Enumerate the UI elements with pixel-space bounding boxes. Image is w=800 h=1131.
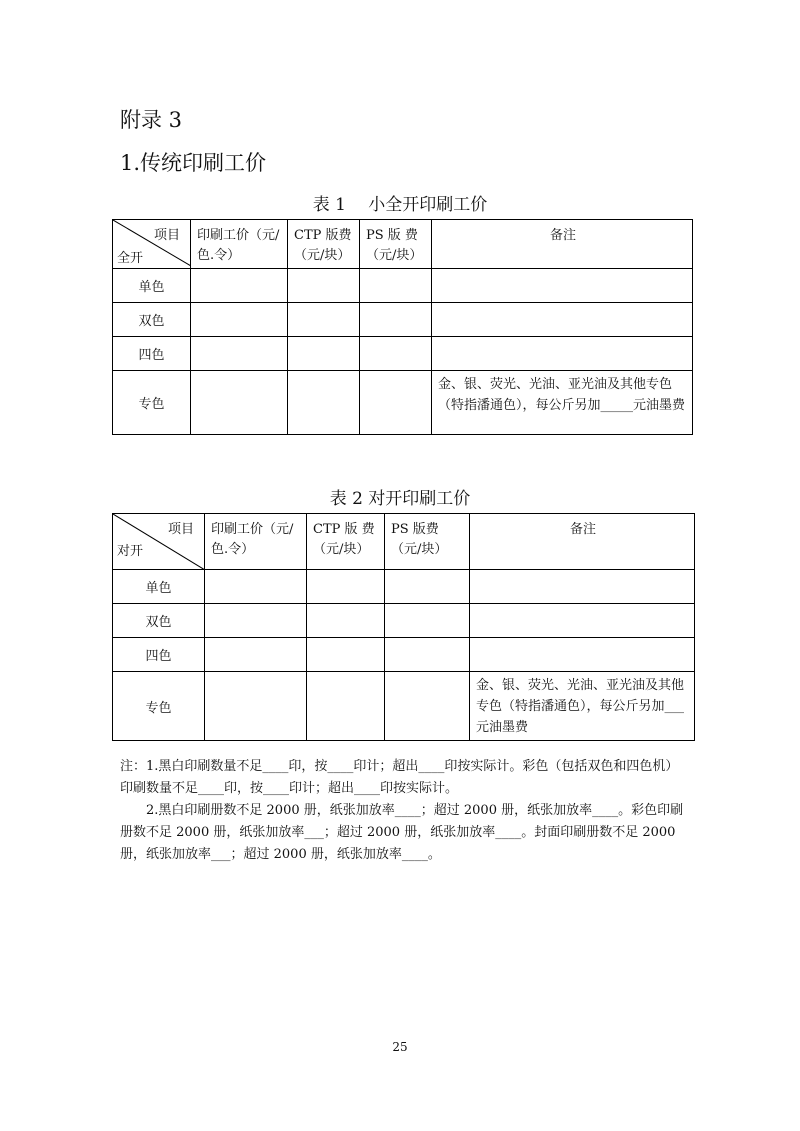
table2-header-remarks: 备注: [470, 514, 695, 570]
row-label: 双色: [113, 604, 205, 638]
table1-small-full-sheet-prices: [112, 219, 693, 435]
table-cell: [432, 337, 693, 371]
table-cell: [307, 570, 385, 604]
table1-corner-item: 项目: [153, 228, 180, 243]
table-cell: [205, 570, 307, 604]
table-row: [113, 672, 695, 741]
table-cell: [307, 672, 385, 741]
table-cell: [385, 570, 470, 604]
table-cell: [191, 303, 288, 337]
table1-corner-cell: [113, 220, 191, 269]
table1-header-remarks: 备注: [432, 220, 693, 269]
table1-caption: 表 1 小全开印刷工价: [312, 195, 488, 215]
table-cell: [307, 604, 385, 638]
table2-header-print-price: 印刷工价（元/色.令）: [205, 514, 307, 570]
table-row: [113, 604, 695, 638]
table-row: [113, 570, 695, 604]
table-cell: [360, 269, 432, 303]
table-cell: [205, 638, 307, 672]
table-row: [113, 269, 693, 303]
table-cell: [307, 638, 385, 672]
row-label: 专色: [113, 371, 191, 435]
table-row: [113, 303, 693, 337]
table-cell: [385, 672, 470, 741]
row-label: 专色: [113, 672, 205, 741]
table-cell: [288, 371, 360, 435]
table-cell: [288, 337, 360, 371]
table1-header-ctp-fee: CTP 版费（元/块）: [288, 220, 360, 269]
table-cell: [288, 269, 360, 303]
table-cell: [191, 337, 288, 371]
row-label: 单色: [113, 570, 205, 604]
row-label: 单色: [113, 269, 191, 303]
table-cell: [191, 371, 288, 435]
table1-header-ps-fee: PS 版 费（元/块）: [360, 220, 432, 269]
table2-caption: 表 2 对开印刷工价: [329, 489, 471, 509]
page-number: 25: [392, 1040, 408, 1054]
table-cell: [385, 604, 470, 638]
table-cell: [432, 269, 693, 303]
table-row: [113, 371, 693, 435]
row-label: 四色: [113, 337, 191, 371]
table-cell: [288, 303, 360, 337]
spot-color-remark: 金、银、荧光、光油、亚光油及其他专色（特指潘通色），每公斤另加___ 元油墨费: [470, 672, 695, 741]
table-cell: [360, 337, 432, 371]
notes: [120, 756, 690, 866]
row-label: 双色: [113, 303, 191, 337]
spot-color-remark: 金、银、荧光、光油、亚光油及其他专色（特指潘通色），每公斤另加_____元油墨费: [432, 371, 693, 435]
table-cell: [191, 269, 288, 303]
note-1: 注：1.黑白印刷数量不足____印，按____印计；超出____印按实际计。彩色（包括双色和四色机）印刷数量不足____印，按____印计；超出____印按实际计。: [120, 759, 679, 796]
table-cell: [360, 303, 432, 337]
table-cell: [360, 371, 432, 435]
table-cell: [205, 604, 307, 638]
table-row: [113, 337, 693, 371]
table1-corner-size: 全开: [117, 251, 144, 266]
table2-corner-item: 项目: [167, 522, 194, 537]
section-title: 1.传统印刷工价: [120, 151, 267, 175]
table-cell: [470, 638, 695, 672]
table1-header-print-price: 印刷工价（元/色.令）: [191, 220, 288, 269]
table2-header-ctp-fee: CTP 版 费（元/块）: [307, 514, 385, 570]
table2-header-ps-fee: PS 版费（元/块）: [385, 514, 470, 570]
appendix-title: 附录 3: [120, 108, 183, 132]
row-label: 四色: [113, 638, 205, 672]
table-cell: [385, 638, 470, 672]
note-2: 2.黑白印刷册数不足 2000 册，纸张加放率____；超过 2000 册，纸张加放率____。彩色印刷册数不足 2000 册，纸张加放率___；超过 2000 册，纸张加放率____。封面印刷册数不足 2000 册，纸张加放率___；超过 2000 册，纸张加放率____。: [120, 803, 684, 862]
table-row: [113, 638, 695, 672]
table-cell: [205, 672, 307, 741]
table-cell: [432, 303, 693, 337]
table2-half-sheet-prices: [112, 513, 695, 741]
table2-corner-size: 对开: [117, 544, 144, 559]
table-cell: [470, 570, 695, 604]
table-cell: [470, 604, 695, 638]
table2-corner-cell: [113, 514, 205, 570]
